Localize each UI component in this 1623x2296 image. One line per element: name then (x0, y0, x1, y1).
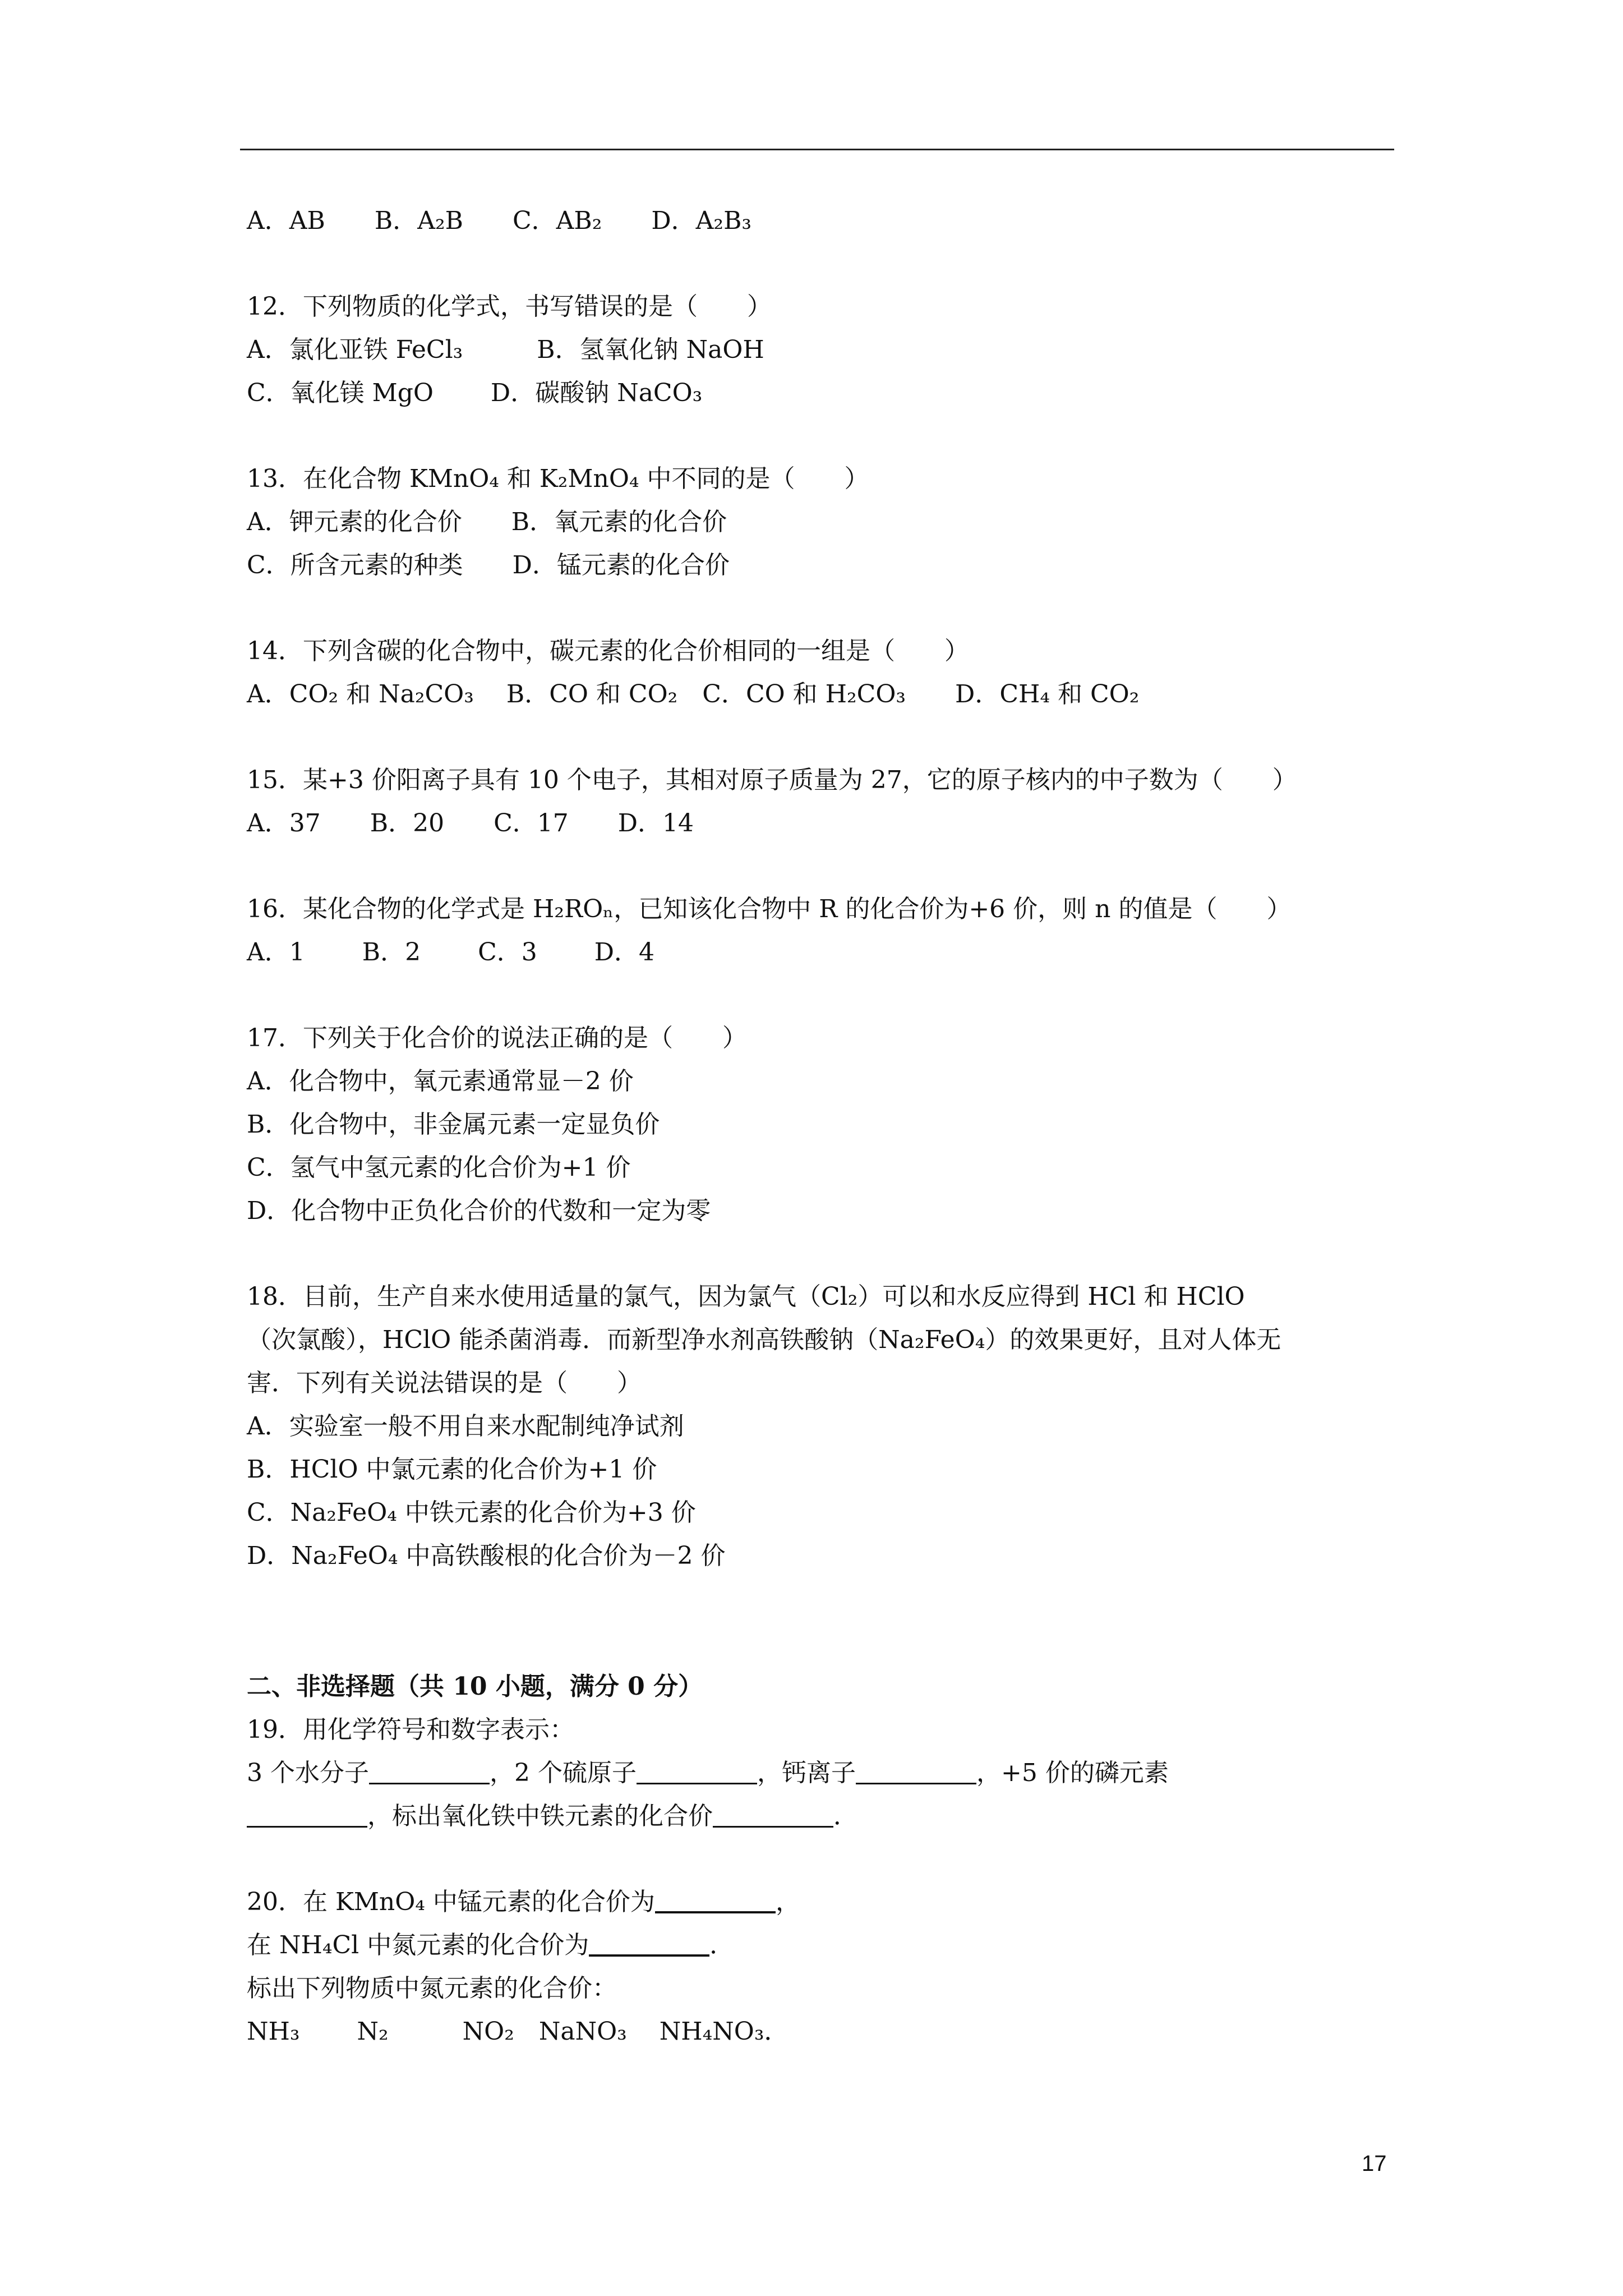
q18-stem-line2: （次氯酸），HClO 能杀菌消毒．而新型净水剂高铁酸钠（Na₂FeO₄）的效果更好，且对人体无 (247, 1326, 1281, 1354)
q18-stem-line1: 18．目前，生产自来水使用适量的氯气，因为氯气（Cl₂）可以和水反应得到 HCl 和 HClO (247, 1282, 1245, 1311)
q15-stem: 15．某+3 价阳离子具有 10 个电子，其相对原子质量为 27，它的原子核内的中子数为（ ） (247, 766, 1297, 794)
q18-option-a: A．实验室一般不用自来水配制纯净试剂 (247, 1412, 684, 1441)
q17-option-b: B．化合物中，非金属元素一定显负价 (247, 1110, 660, 1139)
q20-line1-end: ， (775, 1888, 800, 1916)
q20-blank-manganese[interactable] (655, 1889, 776, 1913)
q20-line1 (247, 1880, 1413, 1924)
q19-part2: ，2 个硫原子 (489, 1759, 637, 1787)
q18-option-b: B．HClO 中氯元素的化合价为+1 价 (247, 1455, 657, 1484)
q20-line2-end: ． (709, 1931, 735, 1959)
q19-part6: ． (833, 1802, 858, 1830)
q19-blank-sulfur-atoms[interactable] (637, 1760, 757, 1784)
page-number: 17 (1362, 2151, 1387, 2176)
q19-blank-calcium-ion[interactable] (856, 1760, 976, 1784)
q20-line2-text: 在 NH₄Cl 中氮元素的化合价为 (247, 1931, 589, 1959)
q12-options-row2: C．氧化镁 MgO D．碳酸钠 NaCO₃ (247, 379, 703, 407)
q14-options-row1: A．CO₂ 和 Na₂CO₃ B．CO 和 CO₂ C．CO 和 H₂CO₃ D．CH₄ 和 CO₂ (247, 680, 1140, 708)
q13-stem: 13．在化合物 KMnO₄ 和 K₂MnO₄ 中不同的是（ ） (247, 464, 869, 493)
q11-options: A．AB B．A₂B C．AB₂ D．A₂B₃ (247, 206, 752, 235)
q19-blank-phosphorus[interactable] (247, 1803, 367, 1828)
q19-line1 (247, 1751, 1413, 1795)
q20-blank-nitrogen[interactable] (589, 1932, 709, 1957)
q19-blank-water-molecules[interactable] (369, 1760, 490, 1784)
q19-part3: ，钙离子 (757, 1759, 856, 1787)
q17-option-c: C．氢气中氢元素的化合价为+1 价 (247, 1153, 631, 1182)
q18-option-d: D．Na₂FeO₄ 中高铁酸根的化合价为－2 价 (247, 1542, 726, 1570)
q18-option-c: C．Na₂FeO₄ 中铁元素的化合价为+3 价 (247, 1498, 696, 1527)
q19-part4: ，+5 价的磷元素 (976, 1759, 1169, 1787)
q13-options-row2: C．所含元素的种类 D．锰元素的化合价 (247, 551, 730, 579)
q16-stem: 16．某化合物的化学式是 H₂ROₙ，已知该化合物中 R 的化合价为+6 价，则 n 的值是（ ） (247, 895, 1292, 923)
question-content (247, 199, 1413, 2053)
q16-options-row1: A．1 B．2 C．3 D．4 (247, 938, 654, 967)
q20-line4: NH₃ N₂ NO₂ NaNO₃ NH₄NO₃． (247, 2017, 789, 2046)
q12-options-row1: A．氯化亚铁 FeCl₃ B．氢氧化钠 NaOH (247, 335, 764, 364)
header-rule (240, 149, 1394, 150)
q18-stem-line3: 害．下列有关说法错误的是（ ） (247, 1369, 642, 1397)
q19-line2 (247, 1795, 1413, 1838)
q20-line1-text: 20．在 KMnO₄ 中锰元素的化合价为 (247, 1888, 655, 1916)
q17-option-d: D．化合物中正负化合价的代数和一定为零 (247, 1197, 711, 1225)
section2-title: 二、非选择题（共 10 小题，满分 0 分） (247, 1672, 703, 1701)
q20-line2 (247, 1924, 1413, 1967)
q20-line3: 标出下列物质中氮元素的化合价： (247, 1974, 617, 2003)
q13-options-row1: A．钾元素的化合价 B．氧元素的化合价 (247, 508, 727, 536)
q17-option-a: A．化合物中，氧元素通常显－2 价 (247, 1067, 634, 1096)
q12-stem: 12．下列物质的化学式，书写错误的是（ ） (247, 292, 772, 321)
q14-stem: 14．下列含碳的化合物中，碳元素的化合价相同的一组是（ ） (247, 637, 969, 665)
q19-part5: ，标出氧化铁中铁元素的化合价 (367, 1802, 713, 1830)
q17-stem: 17．下列关于化合价的说法正确的是（ ） (247, 1024, 747, 1052)
q15-options-row1: A．37 B．20 C．17 D．14 (247, 809, 694, 838)
q19-part1: 3 个水分子 (247, 1759, 369, 1787)
q19-stem: 19．用化学符号和数字表示： (247, 1715, 574, 1744)
q19-blank-iron-valence[interactable] (713, 1803, 833, 1828)
